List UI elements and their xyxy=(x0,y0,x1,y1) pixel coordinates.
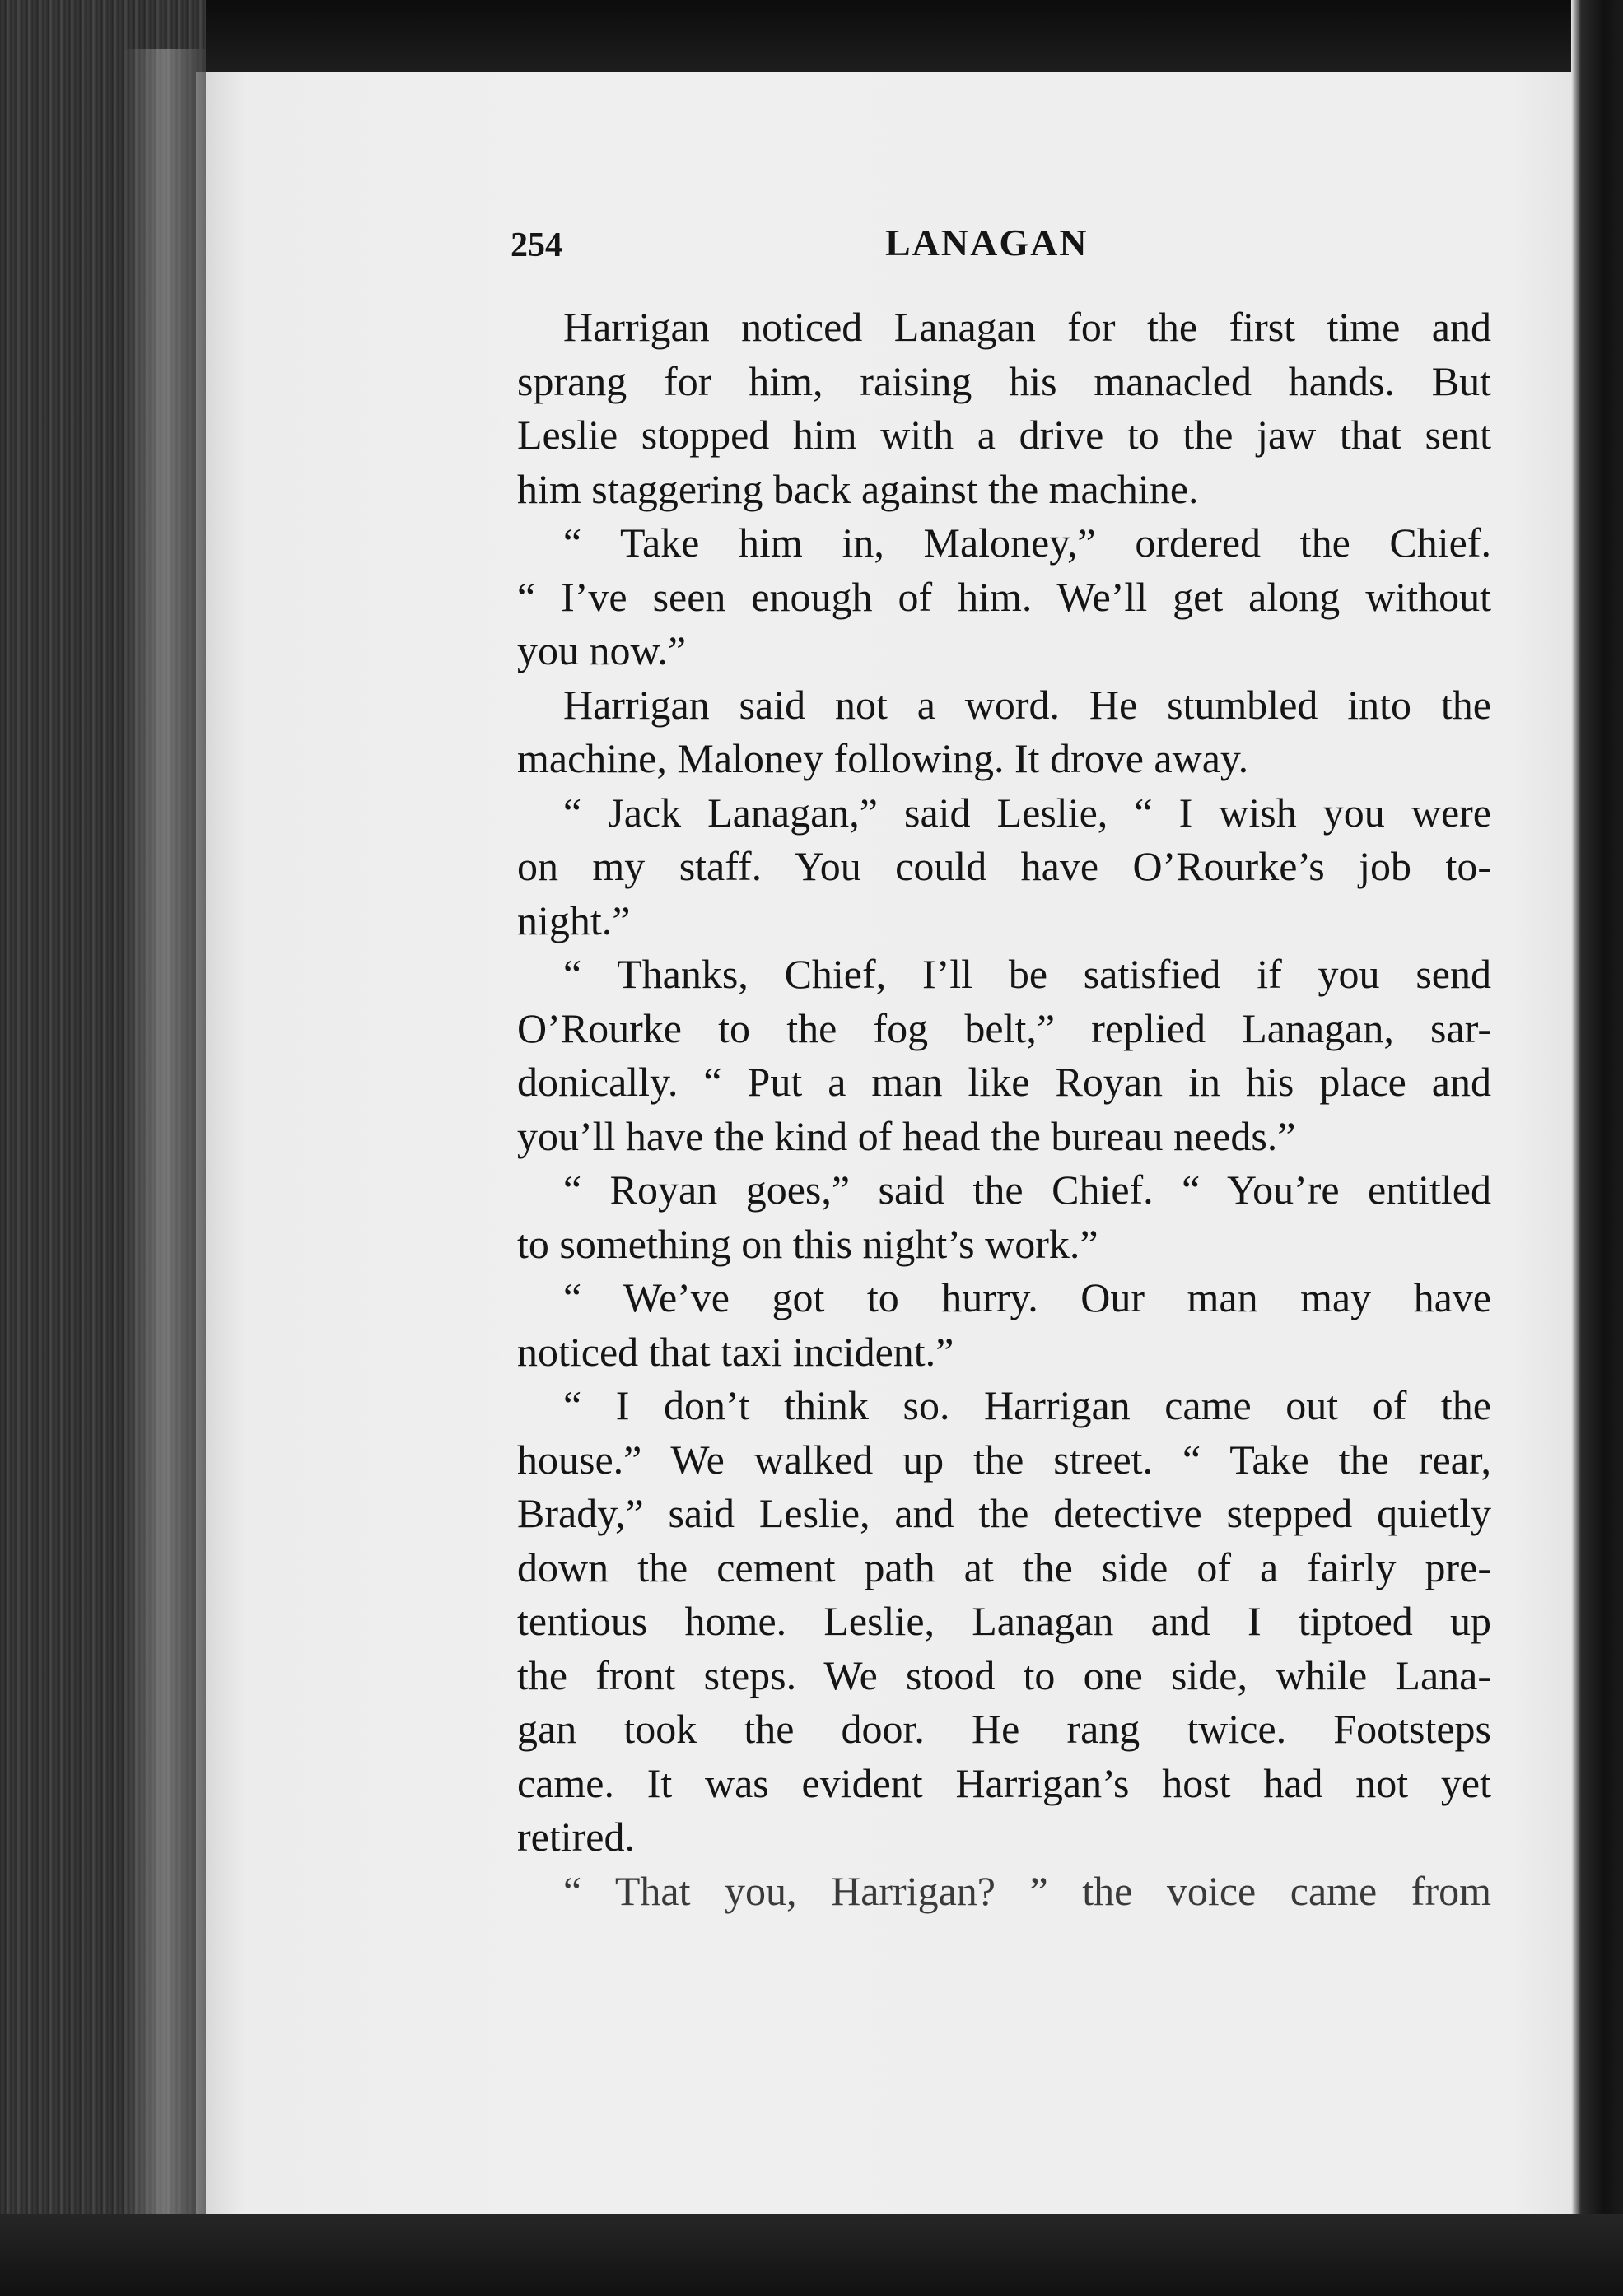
gutter-shadow xyxy=(124,49,206,2296)
text-line: him staggering back against the machine. xyxy=(517,465,1199,512)
text-line: gan took the door. He rang twice. Footsteps xyxy=(517,1706,1491,1752)
text-line: came. It was evident Harrigan’s host had not yet xyxy=(517,1759,1491,1806)
text-line: on my staff. You could have O’Rourke’s job to- xyxy=(517,843,1491,889)
text-line: Leslie stopped him with a drive to the jaw that sent xyxy=(517,412,1491,458)
text-line: machine, Maloney following. It drove away. xyxy=(517,735,1249,781)
running-title: LANAGAN xyxy=(885,221,1089,263)
text-line: O’Rourke to the fog belt,” replied Lanagan, sar- xyxy=(517,1004,1491,1051)
text-line: tentious home. Leslie, Lanagan and I tiptoed up xyxy=(517,1598,1491,1644)
text-line: “ Jack Lanagan,” said Leslie, “ I wish you were xyxy=(563,789,1491,836)
text-line: “ I don’t think so. Harrigan came out of the xyxy=(563,1382,1491,1428)
scan-border-top xyxy=(0,0,1623,74)
text-line: “ That you, Harrigan? ” the voice came from xyxy=(563,1867,1491,1914)
page-number: 254 xyxy=(511,226,562,264)
text-line: Harrigan said not a word. He stumbled into the xyxy=(563,681,1491,728)
text-line: the front steps. We stood to one side, while Lana- xyxy=(517,1651,1491,1698)
text-line: “ Royan goes,” said the Chief. “ You’re entitled xyxy=(563,1167,1491,1213)
text-line: house.” We walked up the street. “ Take the rear, xyxy=(517,1436,1491,1483)
text-line: “ I’ve seen enough of him. We’ll get along without xyxy=(517,573,1491,620)
body-text xyxy=(517,300,1491,1918)
scan-border-bottom xyxy=(0,2214,1623,2296)
text-line: you’ll have the kind of head the bureau needs.” xyxy=(517,1112,1296,1159)
text-line: Harrigan noticed Lanagan for the first time and xyxy=(563,304,1491,350)
text-line: noticed that taxi incident.” xyxy=(517,1328,954,1375)
running-head xyxy=(511,221,1499,278)
scan-border-right xyxy=(1571,0,1623,2296)
text-line: you now.” xyxy=(517,627,687,673)
text-line: “ Take him in, Maloney,” ordered the Chief. xyxy=(563,519,1491,566)
text-line: “ We’ve got to hurry. Our man may have xyxy=(563,1274,1491,1320)
text-line: Brady,” said Leslie, and the detective stepped quietly xyxy=(517,1490,1491,1536)
text-line: night.” xyxy=(517,897,631,943)
text-line: sprang for him, raising his manacled hands. But xyxy=(517,357,1491,404)
text-line: to something on this night’s work.” xyxy=(517,1220,1098,1267)
text-line: retired. xyxy=(517,1814,635,1860)
text-line: “ Thanks, Chief, I’ll be satisfied if you send xyxy=(563,951,1491,997)
text-line: down the cement path at the side of a fairly pre- xyxy=(517,1544,1491,1590)
text-line: donically. “ Put a man like Royan in his place and xyxy=(517,1059,1491,1105)
